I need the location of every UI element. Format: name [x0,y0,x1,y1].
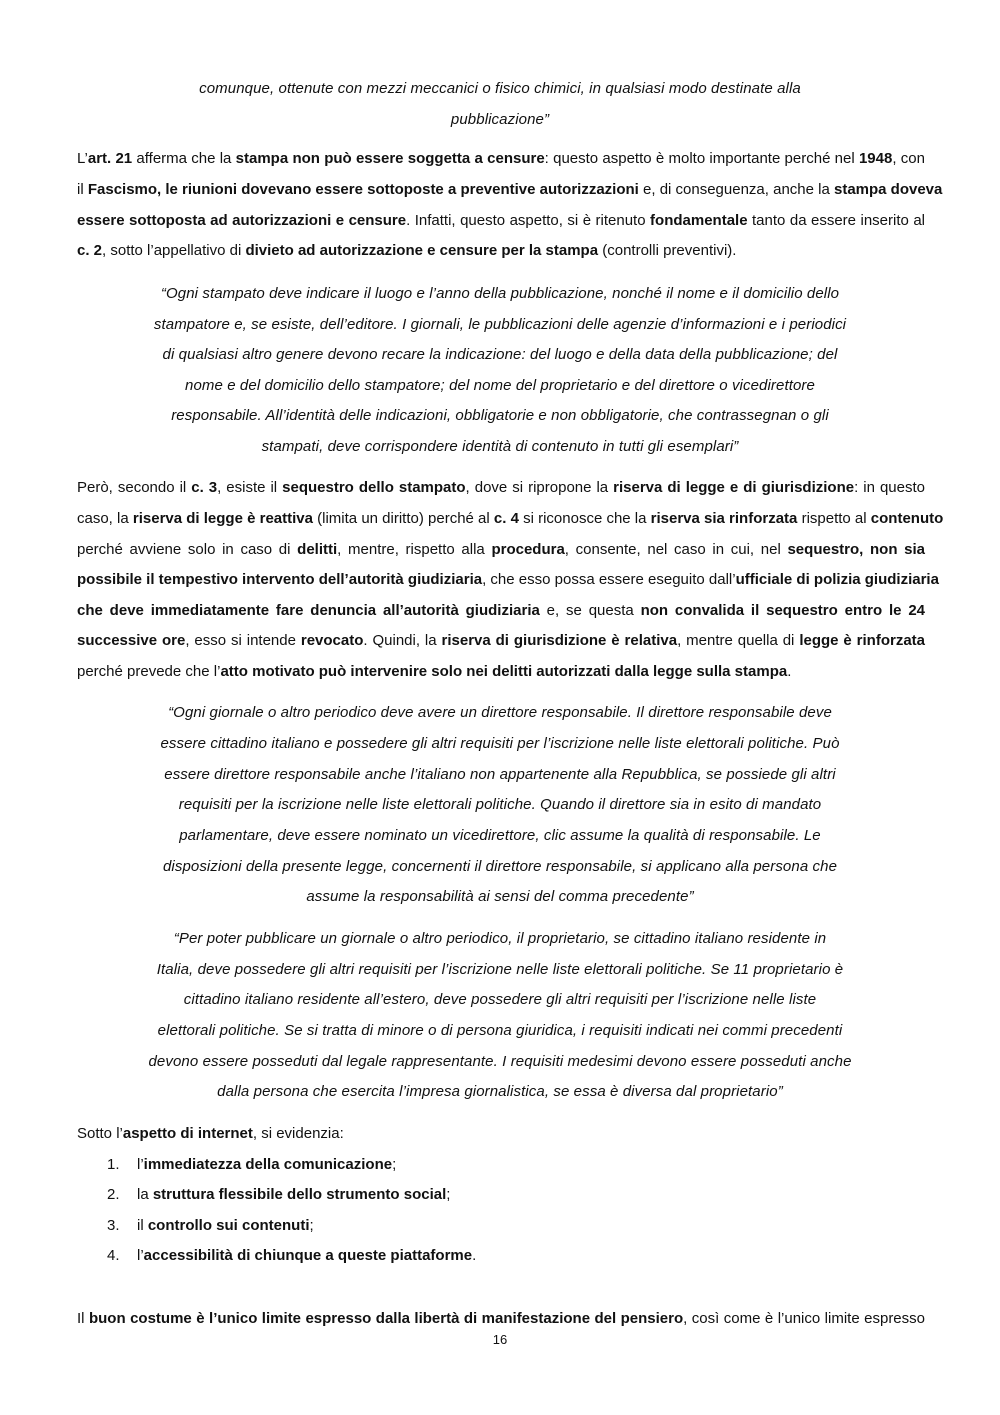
bold-text: struttura flessibile dello strumento social [152,1186,447,1203]
bold-text: c. 3 [191,479,218,496]
text: Però, secondo il [77,479,192,496]
bold-text: essere sottoposta ad autorizzazioni e censure [77,212,407,229]
para2-line [77,478,925,498]
quote-top-line-1: comunque, ottenute con mezzi meccanici o fisico chimici, in qualsiasi modo destinate alla [199,80,801,97]
bold-text: controllo sui contenuti [147,1217,310,1234]
bold-text: non convalida il sequestro entro le 24 [640,602,926,619]
text: , esiste il [217,479,283,496]
quote3-line: essere cittadino italiano e possedere gli altri requisiti per l’iscrizione nelle liste elettorali politiche. Può [160,735,840,752]
text: rispetto al [797,510,871,527]
bold-text: riserva sia rinforzata [650,510,798,527]
para2-line [77,540,925,560]
bold-text: successive ore [77,632,186,649]
bold-text: revocato [300,632,364,649]
bold-text: sequestro, non sia [787,541,926,558]
text: , sotto l’appellativo di [102,242,246,259]
para2-line [77,570,939,590]
text: ; [446,1186,451,1203]
bold-text: ufficiale di polizia giudiziaria [735,571,939,588]
text: caso, la [77,510,133,527]
bold-text: legge è rinforzata [799,632,925,649]
quote4-line: dalla persona che esercita l’impresa giornalistica, se essa è diversa dal proprietario” [217,1083,783,1100]
para2-line [77,509,944,529]
quote2-line: stampati, deve corrispondere identità di contenuto in tutti gli esemplari” [261,438,739,455]
bold-text: sequestro dello stampato [282,479,466,496]
para2-line [77,601,925,621]
quote4-line: “Per poter pubblicare un giornale o altro periodico, il proprietario, se cittadino italiano residente in [173,930,827,947]
text: il [137,1217,148,1234]
bold-text: aspetto di internet [122,1125,253,1142]
bold-text: contenuto [870,510,944,527]
para1-line [77,211,925,231]
text: , consente, nel caso in cui, nel [564,541,788,558]
internet-intro [77,1124,344,1144]
bold-text: Fascismo, le riunioni dovevano essere sottoposte a preventive autorizzazioni [87,181,639,198]
text: la [137,1186,153,1203]
text: L’ [77,150,88,167]
quote4-line: Italia, deve possedere gli altri requisiti per l’iscrizione nelle liste elettorali politiche. Se 11 proprietario è [156,961,844,978]
text: : in questo [854,479,925,496]
text: (controlli preventivi). [598,242,737,259]
text: il [77,181,88,198]
para1-line [77,241,736,261]
quote4-line: cittadino italiano residente all’estero, deve possedere gli altri requisiti per l’iscrizione nelle liste [183,991,817,1008]
bold-text: c. 4 [493,510,519,527]
bold-text: fondamentale [650,212,748,229]
text: , mentre quella di [677,632,800,649]
list-item [137,1185,450,1205]
text: , dove si ripropone la [465,479,614,496]
para2-line [77,631,925,651]
text: . Quindi, la [363,632,442,649]
quote2-line: nome e del domicilio dello stampatore; del nome del proprietario e del direttore o vicedirettore [185,377,815,394]
text: , con [892,150,925,167]
text: perché prevede che l’ [77,663,221,680]
list-number: 2. [107,1186,120,1203]
bold-text: accessibilità di chiunque a queste piattaforme [143,1247,473,1264]
bold-text: immediatezza della comunicazione [143,1156,393,1173]
text: si riconosce che la [518,510,651,527]
text: (limita un diritto) perché al [312,510,494,527]
closing-line [77,1309,925,1329]
text: l’ [137,1156,144,1173]
bold-text: art. 21 [87,150,133,167]
bold-text: che deve immediatamente fare denuncia all’autorità giudiziaria [77,602,540,619]
quote2-line: “Ogni stampato deve indicare il luogo e l’anno della pubblicazione, nonché il nome e il domicilio dello [160,285,840,302]
para2-line [77,662,791,682]
quote3-line: parlamentare, deve essere nominato un vicedirettore, clic assume la qualità di responsabile. Le [179,827,821,844]
quote2-line: responsabile. All’identità delle indicazioni, obbligatorie e non obbligatorie, che contrassegnan o gli [171,407,829,424]
list-item [137,1155,396,1175]
text: ; [309,1217,314,1234]
text: l’ [137,1247,144,1264]
text: : questo aspetto è molto importante perché nel [544,150,859,167]
bold-text: buon costume è l’unico limite espresso dalla libertà di manifestazione del pensiero [88,1310,684,1327]
text: tanto da essere inserito al [747,212,925,229]
quote-top-line-2: pubblicazione” [450,111,550,128]
text: , così come è l’unico limite espresso [683,1310,925,1327]
page-number: 16 [492,1332,508,1347]
list-item [137,1216,314,1236]
text: , mentre, rispetto alla [337,541,492,558]
text: , esso si intende [185,632,301,649]
text: , che esso possa essere eseguito dall’ [482,571,736,588]
quote3-line: assume la responsabilità ai sensi del comma precedente” [306,888,694,905]
list-number: 4. [107,1247,120,1264]
bold-text: stampa non può essere soggetta a censure [235,150,545,167]
bold-text: atto motivato può intervenire solo nei delitti autorizzati dalla legge sulla stampa [220,663,788,680]
quote4-line: devono essere posseduti dal legale rappresentante. I requisiti medesimi devono essere posseduti anche [148,1053,852,1070]
quote3-line: disposizioni della presente legge, concernenti il direttore responsabile, si applicano alla persona che [162,858,838,875]
bold-text: procedura [491,541,565,558]
bold-text: 1948 [858,150,893,167]
para1-line [77,180,943,200]
bold-text: divieto ad autorizzazione e censure per la stampa [245,242,599,259]
text: , si evidenzia: [252,1125,344,1142]
bold-text: riserva di legge e di giurisdizione [613,479,855,496]
text: . Infatti, questo aspetto, si è ritenuto [406,212,651,229]
text: perché avviene solo in caso di [77,541,298,558]
bold-text: c. 2 [77,242,103,259]
quote2-line: stampatore e, se esiste, dell’editore. I giornali, le pubblicazioni delle agenzie d’informazioni e i periodici [153,316,847,333]
text: ; [392,1156,397,1173]
text: afferma che la [132,150,236,167]
para1-line [77,149,925,169]
bold-text: delitti [297,541,338,558]
text: e, di conseguenza, anche la [638,181,834,198]
quote3-line: essere direttore responsabile anche l’italiano non appartenente alla Repubblica, se possiede gli altri [164,766,836,783]
bold-text: possibile il tempestivo intervento dell’autorità giudiziaria [77,571,483,588]
quote3-line: requisiti per la iscrizione nelle liste elettorali politiche. Quando il direttore sia in esito di mandato [178,796,822,813]
text: . [787,663,792,680]
quote2-line: di qualsiasi altro genere devono recare la indicazione: del luogo e della data della pubblicazione; del [162,346,838,363]
bold-text: riserva di legge è reattiva [132,510,313,527]
list-item [137,1246,476,1266]
quote4-line: elettorali politiche. Se si tratta di minore o di persona giuridica, i requisiti indicati nei commi precedenti [157,1022,843,1039]
text: Il [77,1310,89,1327]
bold-text: riserva di giurisdizione è relativa [441,632,678,649]
bold-text: stampa doveva [833,181,943,198]
text: e, se questa [539,602,641,619]
text: . [472,1247,477,1264]
quote3-line: “Ogni giornale o altro periodico deve avere un direttore responsabile. Il direttore responsabile deve [168,704,832,721]
list-number: 3. [107,1217,120,1234]
text: Sotto l’ [77,1125,123,1142]
list-number: 1. [107,1156,120,1173]
